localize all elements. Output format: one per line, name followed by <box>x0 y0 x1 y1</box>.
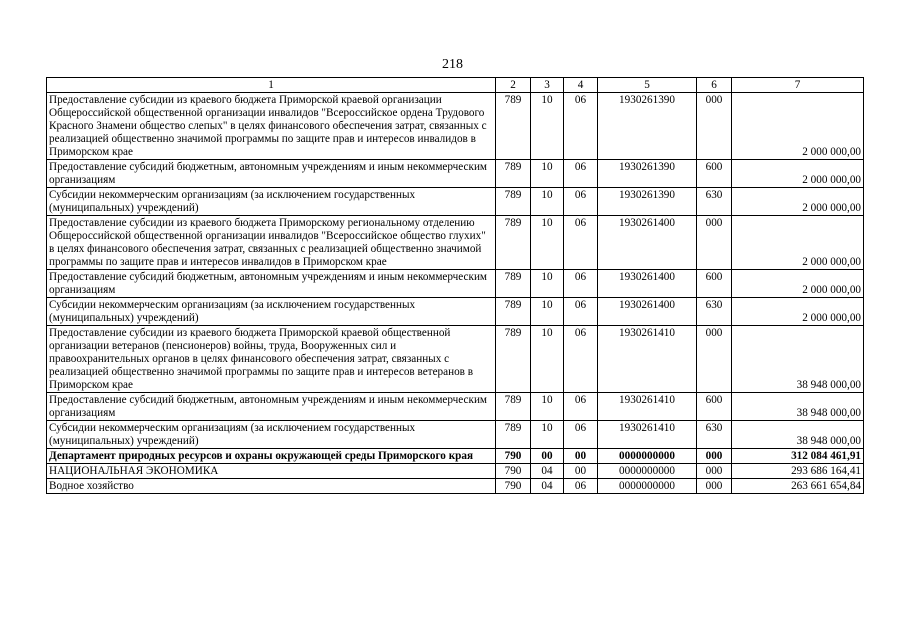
row-amount-cell: 263 661 654,84 <box>732 479 864 494</box>
row-code-cell: 790 <box>496 479 531 494</box>
table-body <box>47 78 864 494</box>
row-subsection-cell: 06 <box>564 188 598 216</box>
row-amount-cell: 2 000 000,00 <box>732 298 864 326</box>
row-name-cell: Предоставление субсидии из краевого бюджета Приморской краевой организации Общероссийской общественной организации инвалидов "Всероссийское ордена Трудового Красного Знамени общество слепых" в целях финансового обеспечения затрат, связанных с реализацией общественно значимой программы по защите прав и интересов инвалидов в Приморском крае <box>47 93 496 160</box>
row-code-cell: 789 <box>496 393 531 421</box>
row-subsection-cell: 06 <box>564 479 598 494</box>
row-type-cell: 000 <box>697 326 732 393</box>
row-section-cell: 10 <box>531 216 564 270</box>
row-subsection-cell: 06 <box>564 270 598 298</box>
row-name-cell: НАЦИОНАЛЬНАЯ ЭКОНОМИКА <box>47 464 496 479</box>
table-row <box>47 449 864 464</box>
row-section-cell: 10 <box>531 326 564 393</box>
row-subsection-cell: 06 <box>564 93 598 160</box>
row-amount-cell: 2 000 000,00 <box>732 216 864 270</box>
row-name-cell: Субсидии некоммерческим организациям (за исключением государственных (муниципальных) учреждений) <box>47 421 496 449</box>
row-subsection-cell: 06 <box>564 160 598 188</box>
row-code-cell: 789 <box>496 270 531 298</box>
table-row <box>47 270 864 298</box>
row-amount-cell: 38 948 000,00 <box>732 326 864 393</box>
row-code-cell: 789 <box>496 216 531 270</box>
header-cell: 2 <box>496 78 531 93</box>
header-cell: 1 <box>47 78 496 93</box>
table-row <box>47 464 864 479</box>
row-code-cell: 789 <box>496 298 531 326</box>
row-section-cell: 00 <box>531 449 564 464</box>
row-name-cell: Субсидии некоммерческим организациям (за исключением государственных (муниципальных) учреждений) <box>47 298 496 326</box>
row-type-cell: 600 <box>697 393 732 421</box>
row-name-cell: Предоставление субсидии из краевого бюджета Приморской краевой общественной организации ветеранов (пенсионеров) войны, труда, Вооруженных сил и правоохранительных органов в целях финансового обеспечения затрат, связанных с реализацией общественно значимой программы по защите прав и интересов ветеранов в Приморском крае <box>47 326 496 393</box>
row-subsection-cell: 00 <box>564 449 598 464</box>
table-row <box>47 326 864 393</box>
table-row <box>47 298 864 326</box>
row-section-cell: 10 <box>531 393 564 421</box>
row-subsection-cell: 06 <box>564 421 598 449</box>
row-type-cell: 000 <box>697 479 732 494</box>
row-name-cell: Предоставление субсидии из краевого бюджета Приморскому региональному отделению Общероссийской общественной организации инвалидов "Всероссийское общество глухих" в целях финансового обеспечения затрат, связанных с реализацией общественно значимой программы по защите прав и интересов инвалидов в Приморском крае <box>47 216 496 270</box>
row-code-cell: 790 <box>496 449 531 464</box>
header-cell: 3 <box>531 78 564 93</box>
header-cell: 6 <box>697 78 732 93</box>
row-code-cell: 789 <box>496 160 531 188</box>
row-subsection-cell: 06 <box>564 298 598 326</box>
row-type-cell: 630 <box>697 298 732 326</box>
header-cell: 7 <box>732 78 864 93</box>
row-amount-cell: 312 084 461,91 <box>732 449 864 464</box>
header-row <box>47 78 864 93</box>
row-name-cell: Предоставление субсидий бюджетным, автономным учреждениям и иным некоммерческим организациям <box>47 160 496 188</box>
table-row <box>47 393 864 421</box>
row-target-cell: 1930261390 <box>598 93 697 160</box>
row-target-cell: 1930261390 <box>598 160 697 188</box>
row-target-cell: 1930261390 <box>598 188 697 216</box>
row-section-cell: 10 <box>531 421 564 449</box>
row-name-cell: Предоставление субсидий бюджетным, автономным учреждениям и иным некоммерческим организациям <box>47 393 496 421</box>
row-code-cell: 789 <box>496 188 531 216</box>
row-target-cell: 1930261410 <box>598 421 697 449</box>
row-section-cell: 10 <box>531 298 564 326</box>
row-subsection-cell: 06 <box>564 216 598 270</box>
row-name-cell: Предоставление субсидий бюджетным, автономным учреждениям и иным некоммерческим организациям <box>47 270 496 298</box>
row-target-cell: 0000000000 <box>598 464 697 479</box>
row-name-cell: Департамент природных ресурсов и охраны окружающей среды Приморского края <box>47 449 496 464</box>
budget-table <box>46 77 864 494</box>
row-code-cell: 789 <box>496 93 531 160</box>
row-amount-cell: 38 948 000,00 <box>732 421 864 449</box>
header-cell: 5 <box>598 78 697 93</box>
row-section-cell: 10 <box>531 93 564 160</box>
header-cell: 4 <box>564 78 598 93</box>
table-row <box>47 421 864 449</box>
row-section-cell: 10 <box>531 188 564 216</box>
row-name-cell: Водное хозяйство <box>47 479 496 494</box>
row-amount-cell: 2 000 000,00 <box>732 188 864 216</box>
row-subsection-cell: 00 <box>564 464 598 479</box>
row-amount-cell: 2 000 000,00 <box>732 270 864 298</box>
row-section-cell: 10 <box>531 270 564 298</box>
row-target-cell: 0000000000 <box>598 449 697 464</box>
row-subsection-cell: 06 <box>564 393 598 421</box>
row-section-cell: 10 <box>531 160 564 188</box>
row-section-cell: 04 <box>531 479 564 494</box>
row-target-cell: 1930261400 <box>598 216 697 270</box>
row-type-cell: 000 <box>697 93 732 160</box>
row-amount-cell: 293 686 164,41 <box>732 464 864 479</box>
table-row <box>47 188 864 216</box>
row-amount-cell: 38 948 000,00 <box>732 393 864 421</box>
row-target-cell: 1930261410 <box>598 393 697 421</box>
row-type-cell: 000 <box>697 216 732 270</box>
row-type-cell: 630 <box>697 421 732 449</box>
row-target-cell: 1930261400 <box>598 298 697 326</box>
row-target-cell: 1930261410 <box>598 326 697 393</box>
row-name-cell: Субсидии некоммерческим организациям (за исключением государственных (муниципальных) учреждений) <box>47 188 496 216</box>
row-type-cell: 000 <box>697 464 732 479</box>
row-code-cell: 789 <box>496 326 531 393</box>
row-amount-cell: 2 000 000,00 <box>732 160 864 188</box>
row-type-cell: 600 <box>697 160 732 188</box>
row-type-cell: 630 <box>697 188 732 216</box>
row-subsection-cell: 06 <box>564 326 598 393</box>
row-target-cell: 1930261400 <box>598 270 697 298</box>
table-row <box>47 160 864 188</box>
row-code-cell: 789 <box>496 421 531 449</box>
table-row <box>47 479 864 494</box>
row-target-cell: 0000000000 <box>598 479 697 494</box>
row-type-cell: 600 <box>697 270 732 298</box>
table-row <box>47 93 864 160</box>
row-type-cell: 000 <box>697 449 732 464</box>
table-row <box>47 216 864 270</box>
page-number: 218 <box>442 57 463 72</box>
row-section-cell: 04 <box>531 464 564 479</box>
row-amount-cell: 2 000 000,00 <box>732 93 864 160</box>
row-code-cell: 790 <box>496 464 531 479</box>
